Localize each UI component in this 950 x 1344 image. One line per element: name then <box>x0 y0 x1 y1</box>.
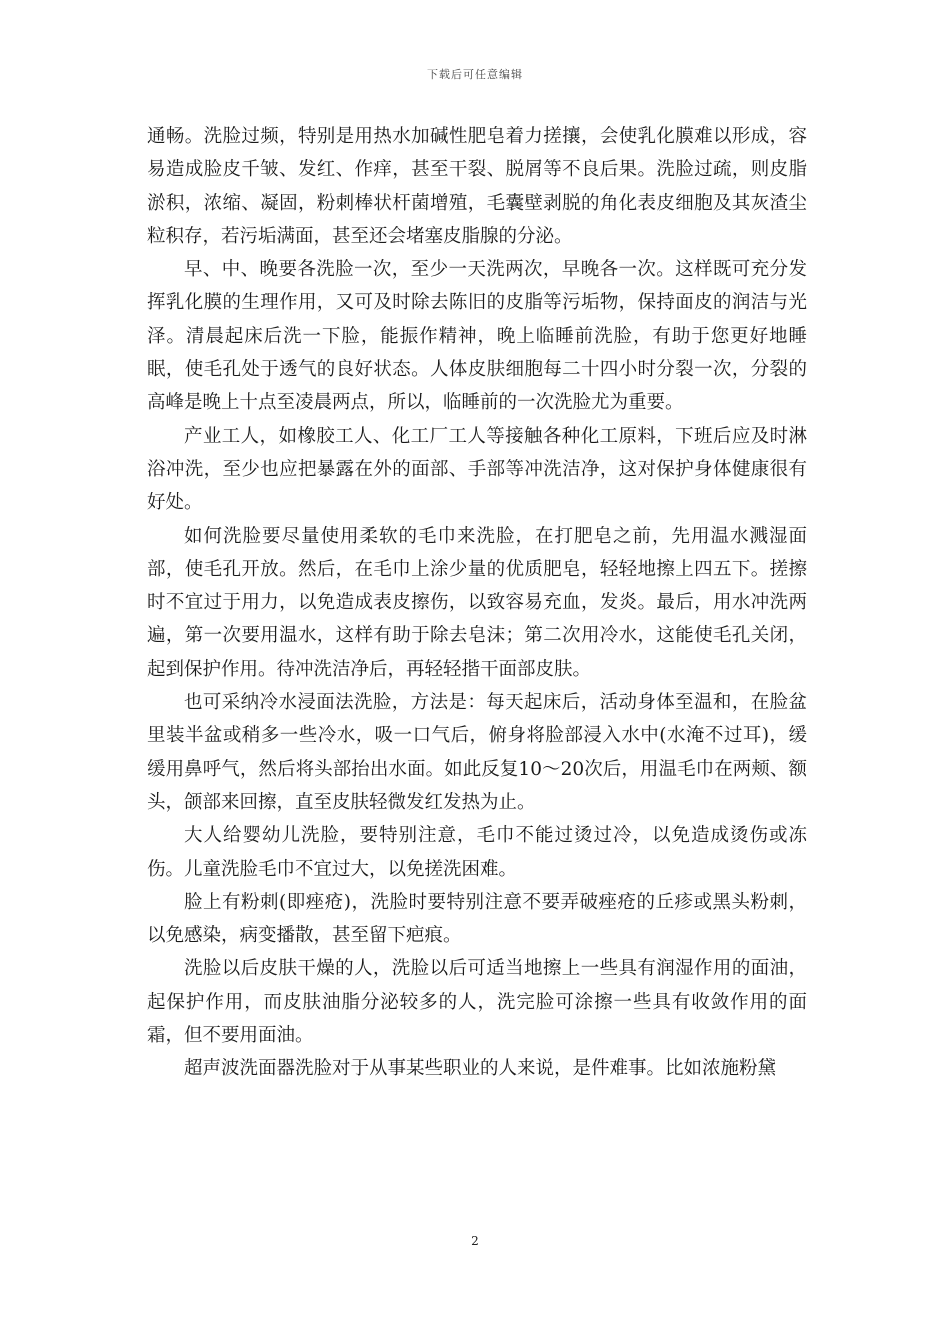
paragraph-6: 大人给婴幼儿洗脸，要特别注意，毛巾不能过烫过冷，以免造成烫伤或冻伤。儿童洗脸毛巾不宜过大，以免搓洗困难。 <box>147 825 807 880</box>
page-header: 下载后可任意编辑 <box>427 68 523 81</box>
paragraph-9: 超声波洗面器洗脸对于从事某些职业的人来说，是件难事。比如浓施粉黛 <box>184 1058 777 1080</box>
paragraph-1: 通畅。洗脸过频，特别是用热水加碱性肥皂着力搓攘，会使乳化膜难以形成，容易造成脸皮千皱、发红、作痒，甚至干裂、脱屑等不良后果。洗脸过疏，则皮脂淤积，浓缩、凝固，粉刺棒状杆菌增殖，毛囊壁剥脱的角化表皮细胞及其灰渣尘粒积存，若污垢满面，甚至还会堵塞皮脂腺的分泌。 <box>147 126 807 247</box>
paragraph-5: 也可采纳冷水浸面法洗脸，方法是：每天起床后，活动身体至温和，在脸盆里装半盆或稍多一些冷水，吸一口气后，俯身将脸部浸入水中(水淹不过耳)，缓缓用鼻呼气，然后将头部抬出水面。如此反复10～20次后，用温毛巾在两颊、额头，颌部来回擦，直至皮肤轻微发红发热为止。 <box>147 692 807 813</box>
page-number: 2 <box>471 1234 479 1248</box>
paragraph-3: 产业工人，如橡胶工人、化工厂工人等接触各种化工原料，下班后应及时淋浴冲洗，至少也应把暴露在外的面部、手部等冲洗洁净，这对保护身体健康很有好处。 <box>147 425 807 514</box>
paragraph-7: 脸上有粉刺(即痤疮)，洗脸时要特别注意不要弄破痤疮的丘疹或黑头粉刺，以免感染，病变播散，甚至留下疤痕。 <box>147 891 807 947</box>
document-body <box>147 120 807 1086</box>
paragraph-8: 洗脸以后皮肤干燥的人，洗脸以后可适当地擦上一些具有润湿作用的面油，起保护作用，而皮肤油脂分泌较多的人，洗完脸可涂擦一些具有收敛作用的面霜，但不要用面油。 <box>147 958 807 1047</box>
paragraph-4: 如何洗脸要尽量使用柔软的毛巾来洗脸，在打肥皂之前，先用温水溅湿面部，使毛孔开放。然后，在毛巾上涂少量的优质肥皂，轻轻地擦上四五下。搓擦时不宜过于用力，以免造成表皮擦伤，以致容易充血，发炎。最后，用水冲洗两遍，第一次要用温水，这样有助于除去皂沫；第二次用冷水，这能使毛孔关闭，起到保护作用。待冲洗洁净后，再轻轻揩干面部皮肤。 <box>147 525 807 680</box>
paragraph-2: 早、中、晚要各洗脸一次，至少一天洗两次，早晚各一次。这样既可充分发挥乳化膜的生理作用，又可及时除去陈旧的皮脂等污垢物，保持面皮的润洁与光泽。清晨起床后洗一下脸，能振作精神，晚上临睡前洗脸，有助于您更好地睡眠，使毛孔处于透气的良好状态。人体皮肤细胞每二十四小时分裂一次，分裂的高峰是晚上十点至凌晨两点，所以，临睡前的一次洗脸尤为重要。 <box>147 259 807 414</box>
